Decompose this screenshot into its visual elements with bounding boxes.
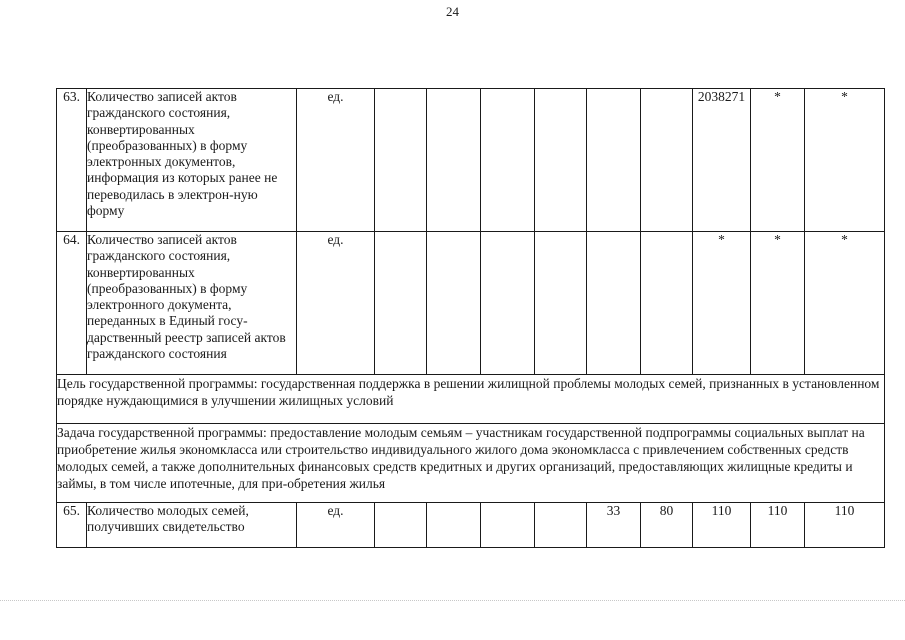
value-cell: * [751, 89, 805, 232]
value-cell [375, 89, 427, 232]
value-cell: 110 [805, 503, 885, 548]
indicator-description: Количество молодых семей, получивших свидетельство [87, 503, 297, 548]
value-cell [427, 89, 481, 232]
page-number: 24 [446, 4, 459, 19]
value-cell: 33 [587, 503, 641, 548]
unit-cell: ед. [297, 503, 375, 548]
indicator-description: Количество записей актов гражданского состояния, конвертированных (преобразованных) в форму электронных документов, информация из которых ранее не переводилась в электрон-ную форму [87, 89, 297, 232]
value-cell [481, 503, 535, 548]
value-cell [641, 232, 693, 375]
unit-cell: ед. [297, 232, 375, 375]
value-cell [427, 503, 481, 548]
program-goal-text: Цель государственной программы: государственная поддержка в решении жилищной проблемы молодых семей, признанных в установленном порядке нуждающимися в улучшении жилищных условий [57, 375, 885, 424]
value-cell: 110 [693, 503, 751, 548]
value-cell [427, 232, 481, 375]
value-cell [535, 232, 587, 375]
value-cell: 80 [641, 503, 693, 548]
value-cell [587, 232, 641, 375]
value-cell [481, 89, 535, 232]
table-row [57, 503, 885, 548]
value-cell [641, 89, 693, 232]
value-cell [375, 232, 427, 375]
value-cell: * [693, 232, 751, 375]
value-cell: * [751, 232, 805, 375]
row-number: 64. [57, 232, 87, 375]
value-cell: 110 [751, 503, 805, 548]
table-row [57, 232, 885, 375]
value-cell [535, 503, 587, 548]
indicator-description: Количество записей актов гражданского состояния, конвертированных (преобразованных) в форму электронного документа, переданных в Единый госу-дарственный реестр записей актов гражданского состояния [87, 232, 297, 375]
value-cell [587, 89, 641, 232]
value-cell [481, 232, 535, 375]
value-cell [375, 503, 427, 548]
task-row [57, 424, 885, 503]
unit-cell: ед. [297, 89, 375, 232]
scan-noise-line [0, 600, 905, 613]
table-row [57, 89, 885, 232]
row-number: 63. [57, 89, 87, 232]
program-task-text: Задача государственной программы: предоставление молодым семьям – участникам государственной подпрограммы социальных выплат на приобретение жилья экономкласса или строительство индивидуального жилого дома экономкласса с привлечением собственных средств молодых семей, а также дополнительных финансовых средств кредитных и других организаций, предоставляющих жилищные кредиты и займы, в том числе ипотечные, для при-обретения жилья [57, 424, 885, 503]
indicators-table [56, 88, 885, 548]
value-cell: 2038271 [693, 89, 751, 232]
row-number: 65. [57, 503, 87, 548]
value-cell: * [805, 232, 885, 375]
value-cell: * [805, 89, 885, 232]
value-cell [535, 89, 587, 232]
goal-row [57, 375, 885, 424]
